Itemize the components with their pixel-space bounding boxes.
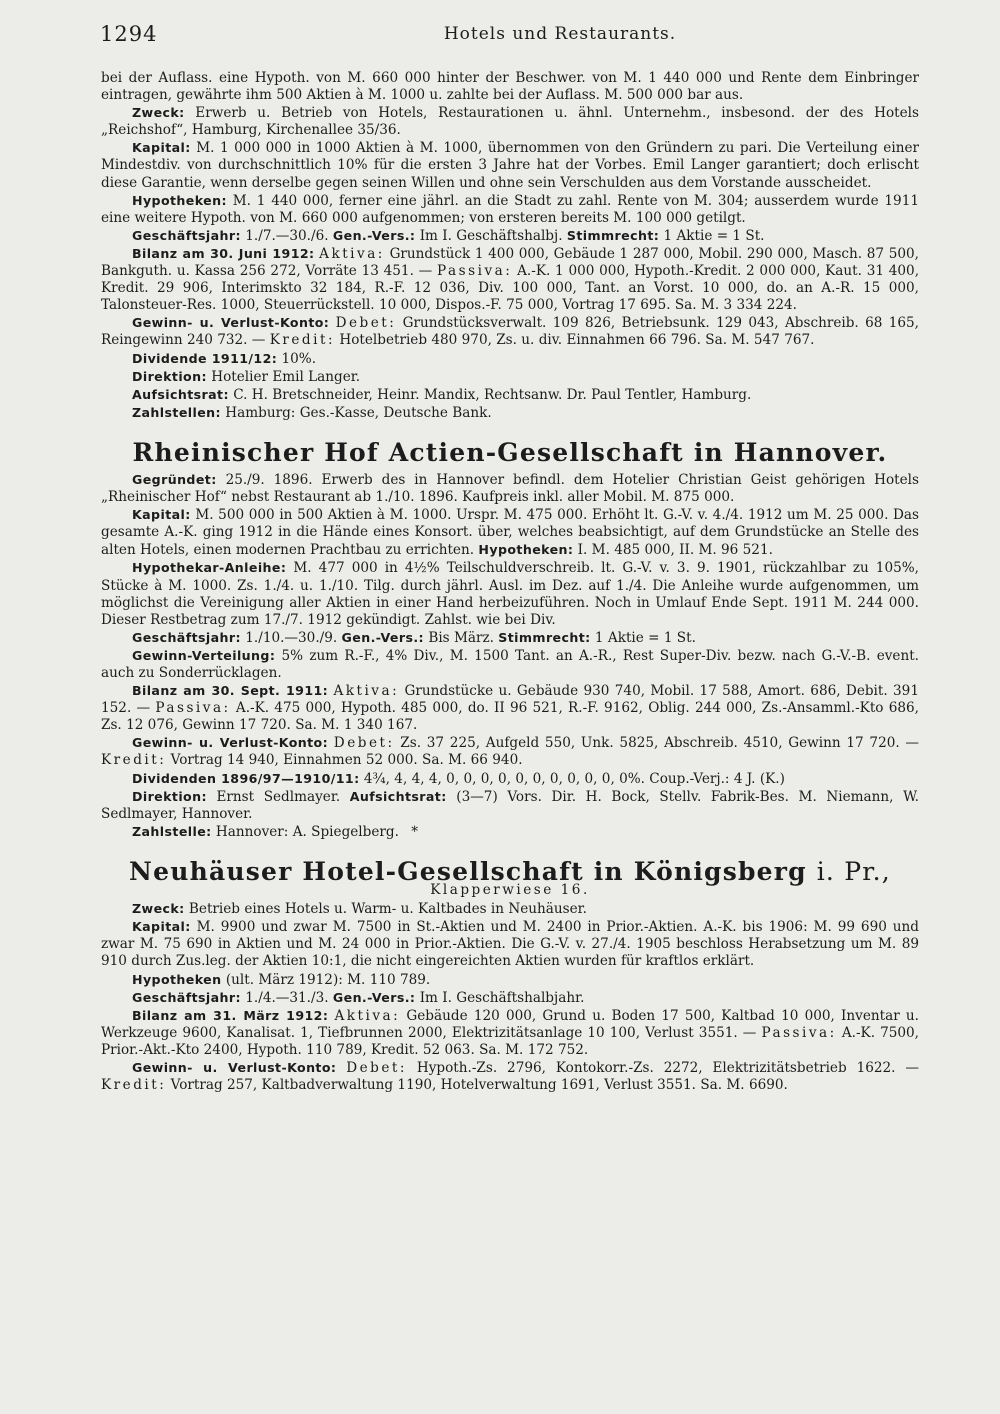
- aktiva-text: Gebäude 120 000, Grund u. Boden 17 500, Kaltbad 10 000, Inventar u. Werkzeuge 9600, Kanalisat. 1, Tiefbrunnen 2000, Elektrizitätsanlage 10 100, Verlust 3551. —: [101, 1007, 919, 1041]
- kredit-text: Hotelbetrieb 480 970, Zs. u. div. Einnahmen 66 796. Sa. M. 547 767.: [339, 332, 815, 349]
- zahlstellen-label: Zahlstellen:: [132, 404, 221, 420]
- zahlstelle-text: Hannover: A. Spiegelberg.: [215, 823, 399, 840]
- page-content: [101, 70, 919, 1094]
- company-title-neuhaeuser: [101, 856, 919, 886]
- hypotheken-paragraph: [101, 971, 919, 989]
- guv-label: Gewinn- u. Verlust-Konto:: [132, 735, 329, 751]
- geschaeftsjahr-text: 1./4.—31./3.: [245, 989, 329, 1006]
- kredit-word: Kredit:: [269, 332, 336, 349]
- geschaeftsjahr-label: Geschäftsjahr:: [132, 989, 241, 1005]
- zahlstellen-paragraph: [101, 404, 919, 422]
- bilanz-label: Bilanz am 30. Juni 1912:: [132, 245, 315, 261]
- geschaeftsjahr-paragraph: [101, 227, 919, 245]
- passiva-text: A.-K. 475 000, Hypoth. 485 000, do. II 96 521, R.-F. 9162, Oblig. 244 000, Zs.-Ansamml.-Kto 686, Zs. 12 076, Gewinn 17 720. Sa. M. 1 340 167.: [101, 700, 919, 734]
- zweck-paragraph: [101, 900, 919, 918]
- dividenden-label: Dividenden 1896/97—1910/11:: [132, 770, 360, 786]
- zweck-paragraph: [101, 104, 919, 139]
- geschaeftsjahr-text: 1./10.—30./9.: [245, 629, 338, 646]
- guv-label: Gewinn- u. Verlust-Konto:: [132, 1059, 337, 1075]
- geschaeftsjahr-label: Geschäftsjahr:: [132, 629, 241, 645]
- dividenden-text: 4¾, 4, 4, 4, 0, 0, 0, 0, 0, 0, 0, 0, 0, 0, 0%. Coup.-Verj.: 4 J. (K.): [363, 770, 785, 787]
- entry-rheinischer-hof: [101, 471, 919, 841]
- anleihe-text: M. 477 000 in 4½% Teilschuldverschreib. lt. G.-V. v. 3. 9. 1901, rückzahlbar zu 105%, Stücke à M. 1000. Zs. 1./4. u. 1./10. Tilg. durch jährl. Ausl. im Dez. auf 1./4. Die Anleihe wurde aufgenommen, um möglichst die Vereinigung aller Aktien in einer Hand herbeizuführen. Noch in Umlauf Ende Sept. 1911 M. 244 000. Dieser Restbetrag zum 17./7. 1912 gekündigt. Zahlst. wie bei Div.: [101, 560, 919, 628]
- direktion-text: Ernst Sedlmayer.: [216, 788, 341, 805]
- direktion-paragraph: [101, 368, 919, 386]
- aufsichtsrat-label: Aufsichtsrat:: [132, 386, 229, 402]
- zweck-text: Erwerb u. Betrieb von Hotels, Restaurationen u. ähnl. Unternehm., insbesond. der des Hotels „Reichshof“, Hamburg, Kirchenallee 35/36.: [101, 105, 919, 139]
- title-suffix: i. Pr.,: [816, 856, 891, 886]
- page-number: 1294: [100, 22, 158, 46]
- gen-vers-text: Bis März.: [428, 629, 494, 646]
- zahlstelle-paragraph: [101, 823, 919, 841]
- kapital-paragraph: [101, 918, 919, 970]
- aktiva-word: Aktiva:: [334, 1007, 401, 1024]
- debet-text: Zs. 37 225, Aufgeld 550, Unk. 5825, Abschreib. 4510, Gewinn 17 720. —: [400, 735, 920, 752]
- gegruendet-text: 25./9. 1896. Erwerb des in Hannover befindl. dem Hotelier Christian Geist gehörigen Hotels „Rheinischer Hof“ nebst Restaurant ab 1./10. 1896. Kaufpreis inkl. aller Mobil. M. 875 000.: [101, 471, 919, 506]
- entry-neuhaeuser: [101, 900, 919, 1094]
- gegruendet-label: Gegründet:: [132, 471, 217, 487]
- debet-text: Hypoth.-Zs. 2796, Kontokorr.-Zs. 2272, Elektrizitätsbetrieb 1622. —: [416, 1059, 919, 1076]
- passiva-word: Passiva:: [437, 263, 513, 280]
- direktion-paragraph: [101, 788, 919, 823]
- hypotheken-text: I. M. 485 000, II. M. 96 521.: [577, 542, 773, 559]
- kapital-label: Kapital:: [132, 507, 191, 523]
- aktiva-word: Aktiva:: [333, 683, 400, 700]
- company-title-rheinischer-hof: Rheinischer Hof Actien-Gesellschaft in Hannover.: [132, 437, 888, 467]
- guv-label: Gewinn- u. Verlust-Konto:: [132, 315, 330, 331]
- kredit-word: Kredit:: [101, 752, 167, 769]
- kapital-paragraph: [101, 506, 919, 559]
- title-main: Neuhäuser Hotel-Gesellschaft in Königsberg: [129, 856, 807, 886]
- kapital-label: Kapital:: [132, 919, 191, 935]
- intro-text: bei der Auflass. eine Hypoth. von M. 660 000 hinter der Beschwer. von M. 1 440 000 und Rente dem Einbringer eintragen, gewährte ihm 500 Aktien à M. 1000 u. zahlte bei der Auflass. M. 500 000 bar aus.: [101, 70, 919, 104]
- hypotheken-paragraph: [101, 192, 919, 227]
- entry-intro-paragraph: [101, 70, 919, 104]
- bilanz-paragraph: [101, 1007, 919, 1059]
- hypotheken-text: M. 1 440 000, ferner eine jährl. an die Stadt zu zahl. Rente von M. 304; ausserdem wurde 1911 eine weitere Hypoth. von M. 660 000 aufgenommen; von ersteren bereits M. 100 000 getilgt.: [101, 192, 919, 226]
- aktiva-text: Grundstücke u. Gebäude 930 740, Mobil. 17 588, Amort. 686, Debit. 391 152. —: [101, 683, 919, 717]
- zweck-label: Zweck:: [132, 901, 185, 917]
- bilanz-label: Bilanz am 30. Sept. 1911:: [132, 683, 329, 699]
- gen-vers-text: Im I. Geschäftshalbj.: [419, 227, 563, 244]
- guv-paragraph: [101, 314, 919, 349]
- guv-paragraph: [101, 734, 919, 769]
- direktion-label: Direktion:: [132, 368, 207, 384]
- geschaeftsjahr-label: Geschäftsjahr:: [132, 227, 241, 243]
- hypotheken-label: Hypotheken: [132, 971, 222, 987]
- kredit-text: Vortrag 257, Kaltbadverwaltung 1190, Hotelverwaltung 1691, Verlust 3551. Sa. M. 6690.: [170, 1077, 788, 1094]
- zahlstelle-label: Zahlstelle:: [132, 823, 212, 839]
- direktion-text: Hotelier Emil Langer.: [211, 368, 361, 385]
- kapital-label: Kapital:: [132, 140, 191, 156]
- kredit-word: Kredit:: [101, 1077, 167, 1094]
- dividenden-paragraph: [101, 770, 919, 788]
- kapital-text: M. 9900 und zwar M. 7500 in St.-Aktien und M. 2400 in Prior.-Aktien. A.-K. bis 1906: M. 99 690 und zwar M. 75 690 in Aktien und M. 24 000 in Prior.-Aktien. Die G.-V. v. 27./4. 1905 beschloss Herabsetzung um M. 89 910 durch Zus.leg. der Aktien 10:1, die nicht eingereichten Aktien wurden für kraftlos erklärt.: [101, 919, 919, 970]
- kapital-text: M. 500 000 in 500 Aktien à M. 1000. Urspr. M. 475 000. Erhöht lt. G.-V. v. 4./4. 1912 um M. 25 000. Das gesamte A.-K. ging 1912 in die Hände eines Konsort. über, welches beabsichtigt, auf dem Grundstücke an Stelle des alten Hotels, einen modernen Prachtbau zu errichten.: [101, 507, 919, 559]
- debet-word: Debet:: [335, 315, 397, 332]
- passiva-text: A.-K. 1 000 000, Hypoth.-Kredit. 2 000 000, Kaut. 31 400, Kredit. 29 906, Interimskto 32 184, R.-F. 12 036, Div. 100 000, Tant. an Vorst. 10 000, do. an A.-R. 15 000, Talonsteuer-Res. 1000, Steuerrückstell. 10 000, Dispos.-F. 75 000, Vortrag 17 695. Sa. M. 3 334 224.: [101, 263, 920, 314]
- passiva-text: A.-K. 7500, Prior.-Akt.-Kto 2400, Hypoth. 110 789, Kredit. 52 063. Sa. M. 172 752.: [101, 1024, 919, 1058]
- anleihe-label: Hypothekar-Anleihe:: [132, 560, 287, 576]
- aktiva-text: Grundstück 1 400 000, Gebäude 1 287 000, Mobil. 290 000, Masch. 87 500, Bankguth. u. Kassa 256 272, Vorräte 13 451. —: [101, 245, 920, 280]
- passiva-word: Passiva:: [761, 1024, 837, 1041]
- bilanz-label: Bilanz am 31. März 1912:: [132, 1007, 329, 1023]
- guv-paragraph: [101, 1059, 919, 1094]
- stimmrecht-text: 1 Aktie = 1 St.: [663, 227, 765, 244]
- zweck-text: Betrieb eines Hotels u. Warm- u. Kaltbades in Neuhäuser.: [188, 901, 588, 918]
- geschaeftsjahr-paragraph: [101, 989, 919, 1007]
- debet-text: Grundstücksverwalt. 109 826, Betriebsunk. 129 043, Abschreib. 68 165, Reingewinn 240 732. —: [101, 315, 919, 349]
- stimmrecht-label: Stimmrecht:: [566, 227, 660, 243]
- dividende-paragraph: [101, 350, 919, 368]
- kredit-text: Vortrag 14 940, Einnahmen 52 000. Sa. M. 66 940.: [170, 752, 523, 769]
- debet-word: Debet:: [346, 1059, 407, 1076]
- geschaeftsjahr-paragraph: [101, 629, 919, 647]
- aufsichtsrat-label: Aufsichtsrat:: [349, 788, 447, 804]
- zweck-label: Zweck:: [132, 105, 185, 121]
- aufsichtsrat-paragraph: [101, 386, 919, 404]
- gewinnverteilung-text: 5% zum R.-F., 4% Div., M. 1500 Tant. an A.-R., Rest Super-Div. bezw. nach G.-V.-B. event. auch zu Sonderrücklagen.: [101, 647, 920, 681]
- stimmrecht-text: 1 Aktie = 1 St.: [594, 629, 696, 646]
- kapital-text: M. 1 000 000 in 1000 Aktien à M. 1000, übernommen von den Gründern zu pari. Die Verteilung einer Mindestdiv. von durchschnittlich 10% für die ersten 3 Jahre hat der Vorbes. Emil Langer garantiert; doch erlischt diese Garantie, wenn derselbe gegen seinen Willen und ohne sein Verschulden aus dem Vorstande ausscheidet.: [101, 140, 919, 191]
- passiva-word: Passiva:: [155, 700, 231, 717]
- gen-vers-label: Gen.-Vers.:: [332, 227, 416, 243]
- geschaeftsjahr-text: 1./7.—30./6.: [245, 227, 329, 244]
- gen-vers-label: Gen.-Vers.:: [332, 989, 416, 1005]
- direktion-label: Direktion:: [132, 788, 207, 804]
- running-title: Hotels und Restaurants.: [443, 24, 677, 44]
- asterisk-mark: *: [411, 823, 419, 840]
- company-address: Klapperwiese 16.: [430, 882, 590, 899]
- gewinnverteilung-label: Gewinn-Verteilung:: [132, 647, 276, 663]
- aufsichtsrat-text: (3—7) Vors. Dir. H. Bock, Stellv. Fabrik-Bes. M. Niemann, W. Sedlmayer, Hannover.: [101, 788, 919, 822]
- dividende-text: 10%.: [281, 350, 317, 367]
- dividende-label: Dividende 1911/12:: [132, 350, 278, 366]
- entry-reichshof: [101, 70, 919, 422]
- hypotheken-label: Hypotheken:: [132, 192, 227, 208]
- anleihe-paragraph: [101, 559, 919, 628]
- page-header: [100, 22, 920, 52]
- gegruendet-paragraph: [101, 471, 919, 506]
- stimmrecht-label: Stimmrecht:: [498, 629, 591, 645]
- zahlstellen-text: Hamburg: Ges.-Kasse, Deutsche Bank.: [225, 404, 492, 421]
- gen-vers-label: Gen.-Vers.:: [341, 629, 424, 645]
- gen-vers-text: Im I. Geschäftshalbjahr.: [419, 989, 585, 1006]
- aktiva-word: Aktiva:: [319, 245, 385, 262]
- hypotheken-label: Hypotheken:: [478, 542, 574, 558]
- gewinnverteilung-paragraph: [101, 647, 919, 682]
- bilanz-paragraph: [101, 682, 919, 734]
- kapital-paragraph: [101, 139, 919, 191]
- debet-word: Debet:: [333, 735, 395, 752]
- bilanz-paragraph: [101, 245, 919, 314]
- hypotheken-text: (ult. März 1912): M. 110 789.: [225, 971, 431, 988]
- aufsichtsrat-text: C. H. Bretschneider, Heinr. Mandix, Rechtsanw. Dr. Paul Tentler, Hamburg.: [233, 386, 752, 403]
